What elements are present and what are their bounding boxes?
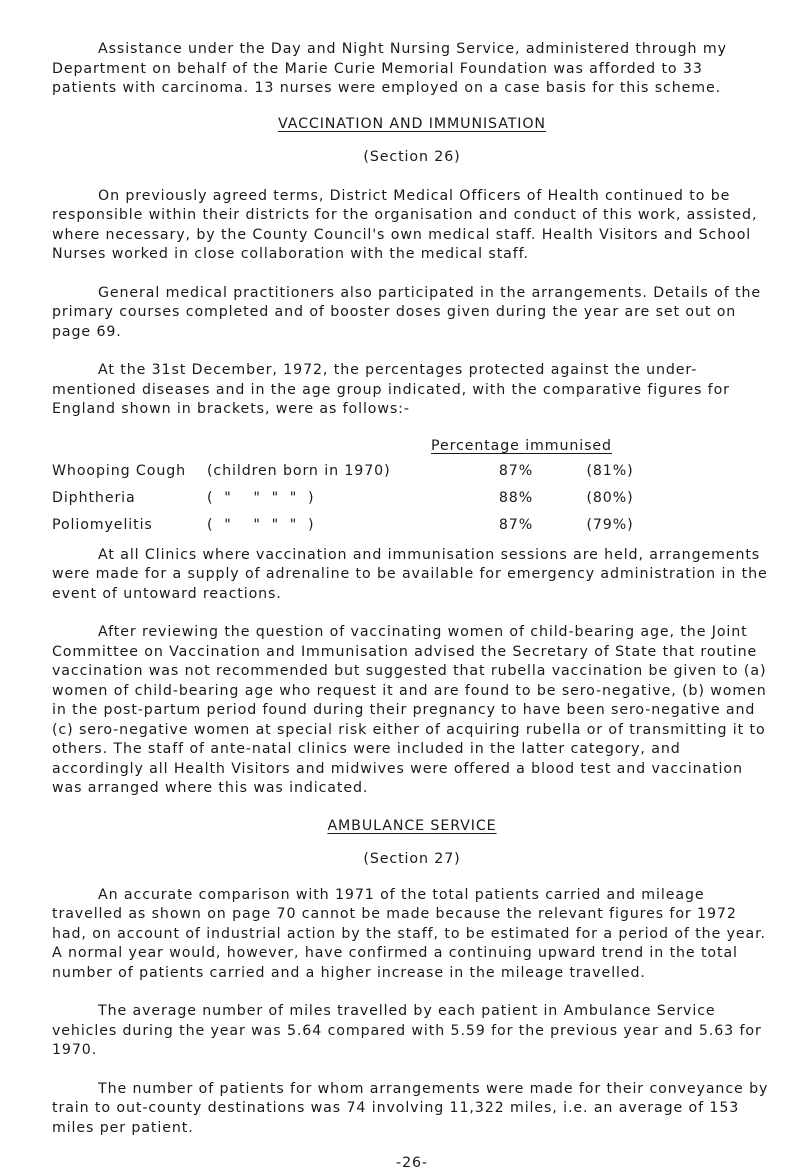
vaccination-section-number: (Section 26) bbox=[363, 149, 461, 165]
percent-immunised: 88% bbox=[498, 490, 534, 507]
paragraph-ambulance-comparison: An accurate comparison with 1971 of the total patients carried and mileage travelled as shown on page 70 cannot be made because the relevant figures for 1972 had, on account of industrial action by the staff, to be estimated for a period of the year. A normal year would, however, have confirmed a continuing upward trend in the total number of patients carried and a higher increase in the mileage travelled. bbox=[52, 886, 766, 981]
disease-name: Whooping Cough bbox=[52, 463, 187, 480]
age-group: (children born in 1970) bbox=[207, 463, 391, 480]
disease-name: Poliomyelitis bbox=[52, 517, 153, 534]
table-row bbox=[52, 486, 655, 513]
paragraph-marie-curie: Assistance under the Day and Night Nursing Service, administered through my Department on behalf of the Marie Curie Memorial Foundation was afforded to 33 patients with carcinoma. 13 nurses were employed on a case basis for this scheme. bbox=[52, 41, 727, 96]
england-percent: (79%) bbox=[586, 517, 634, 534]
england-percent: (81%) bbox=[586, 463, 634, 480]
age-group: ( " " " " ) bbox=[207, 517, 315, 534]
percent-immunised: 87% bbox=[498, 463, 534, 480]
paragraph-rubella: After reviewing the question of vaccinating women of child-bearing age, the Joint Committee on Vaccination and Immunisation advised the Secretary of State that routine vaccination was not recommended but suggested that rubella vaccination be given to (a) women of child-bearing age who request it and are found to be sero-negative, (b) women in the post-partum period found during their pregnancy to have been sero-negative and (c) sero-negative women at special risk either of acquiring rubella or of transmitting it to others. The staff of ante-natal clinics were included in the latter category, and accordingly all Health Visitors and midwives were offered a blood test and vaccination was arranged where this was indicated. bbox=[52, 624, 767, 796]
paragraph-train-conveyance: The number of patients for whom arrangements were made for their conveyance by train to out-county destinations was 74 involving 11,322 miles, i.e. an average of 153 miles per patient. bbox=[52, 1080, 769, 1136]
vaccination-heading: VACCINATION AND IMMUNISATION bbox=[278, 115, 546, 132]
paragraph-adrenaline: At all Clinics where vaccination and immunisation sessions are held, arrangements were made for a supply of adrenaline to be available for emergency administration in the event of untoward reactions. bbox=[52, 546, 768, 602]
immunisation-table-header bbox=[52, 437, 772, 459]
table-row bbox=[52, 459, 655, 486]
percent-immunised: 87% bbox=[498, 517, 534, 534]
paragraph-vaccination-responsibility: On previously agreed terms, District Medical Officers of Health continued to be responsible within their districts for the organisation and conduct of this work, assisted, where necessary, by the County Council's own medical staff. Health Visitors and School Nurses worked in close collaboration with the medical staff. bbox=[52, 187, 758, 262]
disease-name: Diphtheria bbox=[52, 490, 136, 507]
paragraph-average-miles: The average number of miles travelled by each patient in Ambulance Service vehicles during the year was 5.64 compared with 5.59 for the previous year and 5.63 for 1970. bbox=[52, 1003, 762, 1058]
page-number: -26- bbox=[396, 1155, 428, 1171]
table-row bbox=[52, 513, 655, 540]
ambulance-section-number: (Section 27) bbox=[363, 851, 461, 867]
age-group: ( " " " " ) bbox=[207, 490, 315, 507]
paragraph-percentages-protected: At the 31st December, 1972, the percentages protected against the under-mentioned diseases and in the age group indicated, with the comparative figures for England shown in brackets, were as follows:- bbox=[52, 362, 730, 417]
document-page bbox=[52, 40, 772, 1174]
england-percent: (80%) bbox=[586, 490, 634, 507]
immunisation-table bbox=[52, 459, 655, 540]
percentage-immunised-heading: Percentage immunised bbox=[431, 437, 612, 454]
ambulance-heading: AMBULANCE SERVICE bbox=[327, 817, 497, 834]
paragraph-general-practitioners: General medical practitioners also participated in the arrangements. Details of the primary courses completed and of booster doses given during the year are set out on page 69. bbox=[52, 284, 761, 340]
